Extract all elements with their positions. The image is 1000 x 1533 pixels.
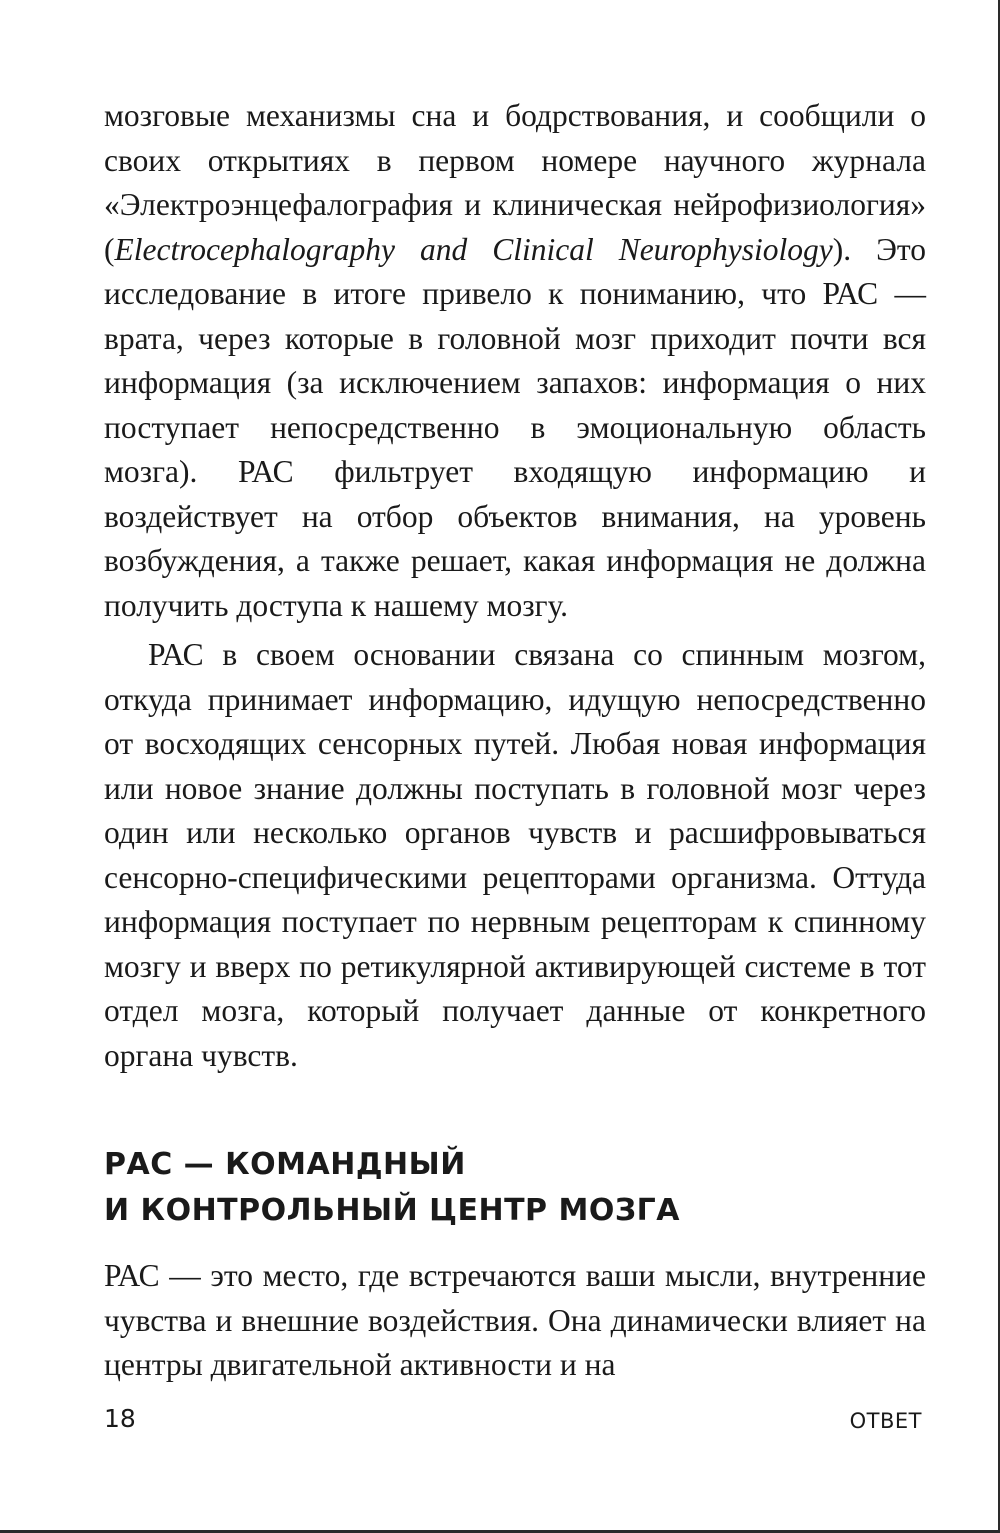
journal-title-english: Electrocephalography and Clinical Neurophysiology — [114, 231, 833, 267]
section-heading — [104, 1142, 926, 1234]
body-text-bottom — [104, 1254, 926, 1388]
paragraph-1 — [104, 94, 926, 628]
paragraph-1-text-b: ). Это исследование в итоге привело к пониманию, что РАС — врата, через которые в головной мозг приходит почти вся информация (за исключением запахов: информация о них поступает непосредственно в эмоциональную область мозга). РАС фильтрует входящую информацию и воздействует на отбор объектов внимания, на уровень возбуждения, а также решает, какая информация не должна получить доступа к нашему мозгу. — [104, 231, 926, 623]
section-heading-line-2: И КОНТРОЛЬНЫЙ ЦЕНТР МОЗГА — [104, 1193, 680, 1228]
section-heading-line-1: РАС — КОМАНДНЫЙ — [104, 1147, 466, 1182]
paragraph-3: РАС — это место, где встречаются ваши мысли, внутренние чувства и внешние воздействия. Она динамически влияет на центры двигательной активности и на — [104, 1258, 926, 1382]
body-text-top — [104, 94, 926, 1078]
running-title: ОТВЕТ — [849, 1409, 922, 1433]
paragraph-2: РАС в своем основании связана со спинным мозгом, откуда принимает информацию, идущую непосредственно от восходящих сенсорных путей. Любая новая информация или новое знание должны поступать в головной мозг через один или несколько органов чувств и расшифровываться сенсорно-специфическими рецепторами организма. Оттуда информация поступает по нервным рецепторам к спинному мозгу и вверх по ретикулярной активирующей системе в тот отдел мозга, который получает данные от конкретного органа чувств. — [104, 637, 926, 1073]
page-number: 18 — [104, 1404, 136, 1433]
paragraph-1-text-a: мозговые механизмы сна и бодрствования, и сообщили о своих открытиях в первом номере научного журнала «Электроэнцефалография и клиническая нейрофизиология» ( — [104, 98, 926, 267]
